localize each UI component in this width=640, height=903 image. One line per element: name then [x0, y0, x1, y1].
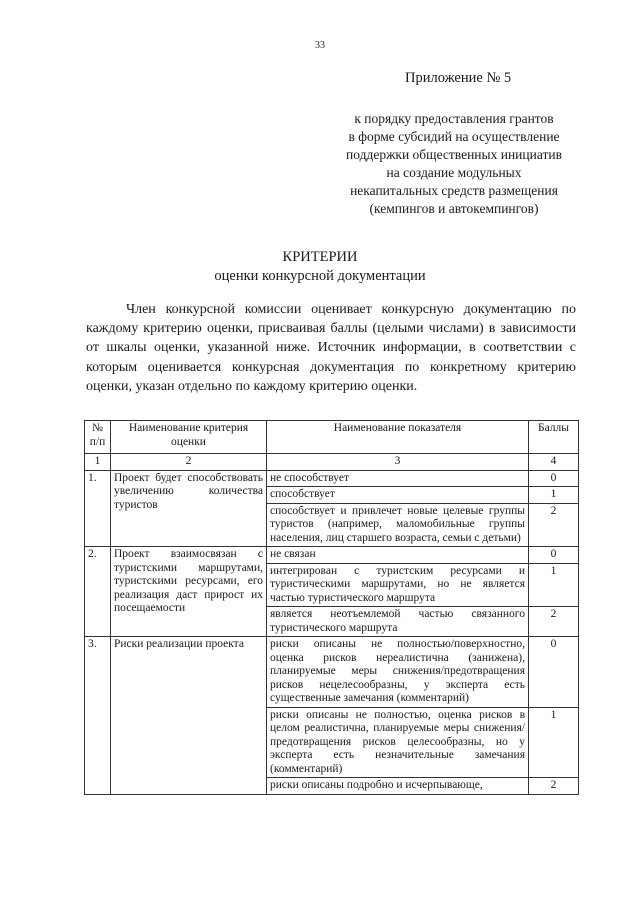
intro-paragraph: Член конкурсной комиссии оценивает конкурсную документацию по каждому критерию оценки, присваивая баллы (целыми числами) в зависимости от шкалы оценки, указанной ниже. Источник информации, в соответствии с которым оценивается конкурсная документация по конкретному критерию оценки, указан отдельно по каждому критерию оценки.	[86, 302, 576, 394]
criterion-name: Проект взаимосвязан с туристскими маршрутами, туристскими ресурсами, его реализация даст прирост их посещаемости	[111, 547, 267, 637]
appendix-subtitle-line: поддержки общественных инициатив	[346, 147, 562, 162]
indicator-text: не способствует	[267, 470, 529, 487]
indicator-score: 0	[529, 470, 579, 487]
header-num: № п/п	[85, 421, 111, 454]
column-number: 3	[267, 454, 529, 471]
appendix-title: Приложение № 5	[405, 70, 512, 86]
indicator-score: 1	[529, 707, 579, 778]
table-header-row	[85, 421, 579, 454]
column-number: 1	[85, 454, 111, 471]
appendix-subtitle-line: (кемпингов и автокемпингов)	[369, 201, 539, 216]
column-number-row	[85, 454, 579, 471]
table-row	[85, 547, 579, 564]
criterion-name: Риски реализации проекта	[111, 637, 267, 795]
row-number: 1.	[85, 470, 111, 547]
indicator-text: интегрирован с туристским ресурсами и туристическими маршрутами, но не является частью туристического маршрута	[267, 563, 529, 607]
row-number: 2.	[85, 547, 111, 637]
appendix-subtitle-line: в форме субсидий на осуществление	[348, 129, 560, 144]
row-number: 3.	[85, 637, 111, 795]
indicator-score: 2	[529, 503, 579, 547]
column-number: 2	[111, 454, 267, 471]
table-row	[85, 637, 579, 708]
header-indicator: Наименование показателя	[267, 421, 529, 454]
title-heading: КРИТЕРИИ	[282, 249, 358, 265]
indicator-score: 1	[529, 563, 579, 607]
page-number: 33	[315, 40, 325, 51]
indicator-text: не связан	[267, 547, 529, 564]
indicator-text: способствует и привлечет новые целевые группы туристов (например, маломобильные группы населения, лиц старшего возраста, семьи с детьми)	[267, 503, 529, 547]
header-criterion: Наименование критерия оценки	[111, 421, 267, 454]
indicator-text: риски описаны не полностью/поверхностно, оценка рисков нереалистична (занижена), планируемые меры снижения/предотвращения рисков нецелесообразны, у эксперта есть существенные замечания (комментарий)	[267, 637, 529, 708]
indicator-text: способствует	[267, 487, 529, 504]
column-number: 4	[529, 454, 579, 471]
header-score: Баллы	[529, 421, 579, 454]
criteria-table	[84, 420, 579, 795]
indicator-score: 1	[529, 487, 579, 504]
table-row	[85, 470, 579, 487]
indicator-text: риски описаны не полностью, оценка рисков в целом реалистична, планируемые меры снижения/предотвращения рисков целесообразны, но у эксперта есть незначительные замечания (комментарий)	[267, 707, 529, 778]
title-subheading: оценки конкурсной документации	[214, 268, 426, 284]
criterion-name: Проект будет способствовать увеличению количества туристов	[111, 470, 267, 547]
appendix-subtitle-line: к порядку предоставления грантов	[354, 111, 554, 126]
indicator-text: риски описаны подробно и исчерпывающе,	[267, 778, 529, 795]
appendix-subtitle	[318, 110, 590, 218]
document-title	[0, 248, 640, 286]
indicator-text: является неотъемлемой частью связанного туристического маршрута	[267, 607, 529, 637]
appendix-subtitle-line: на создание модульных	[386, 165, 522, 180]
indicator-score: 2	[529, 607, 579, 637]
indicator-score: 0	[529, 637, 579, 708]
indicator-score: 0	[529, 547, 579, 564]
appendix-subtitle-line: некапитальных средств размещения	[350, 183, 558, 198]
indicator-score: 2	[529, 778, 579, 795]
